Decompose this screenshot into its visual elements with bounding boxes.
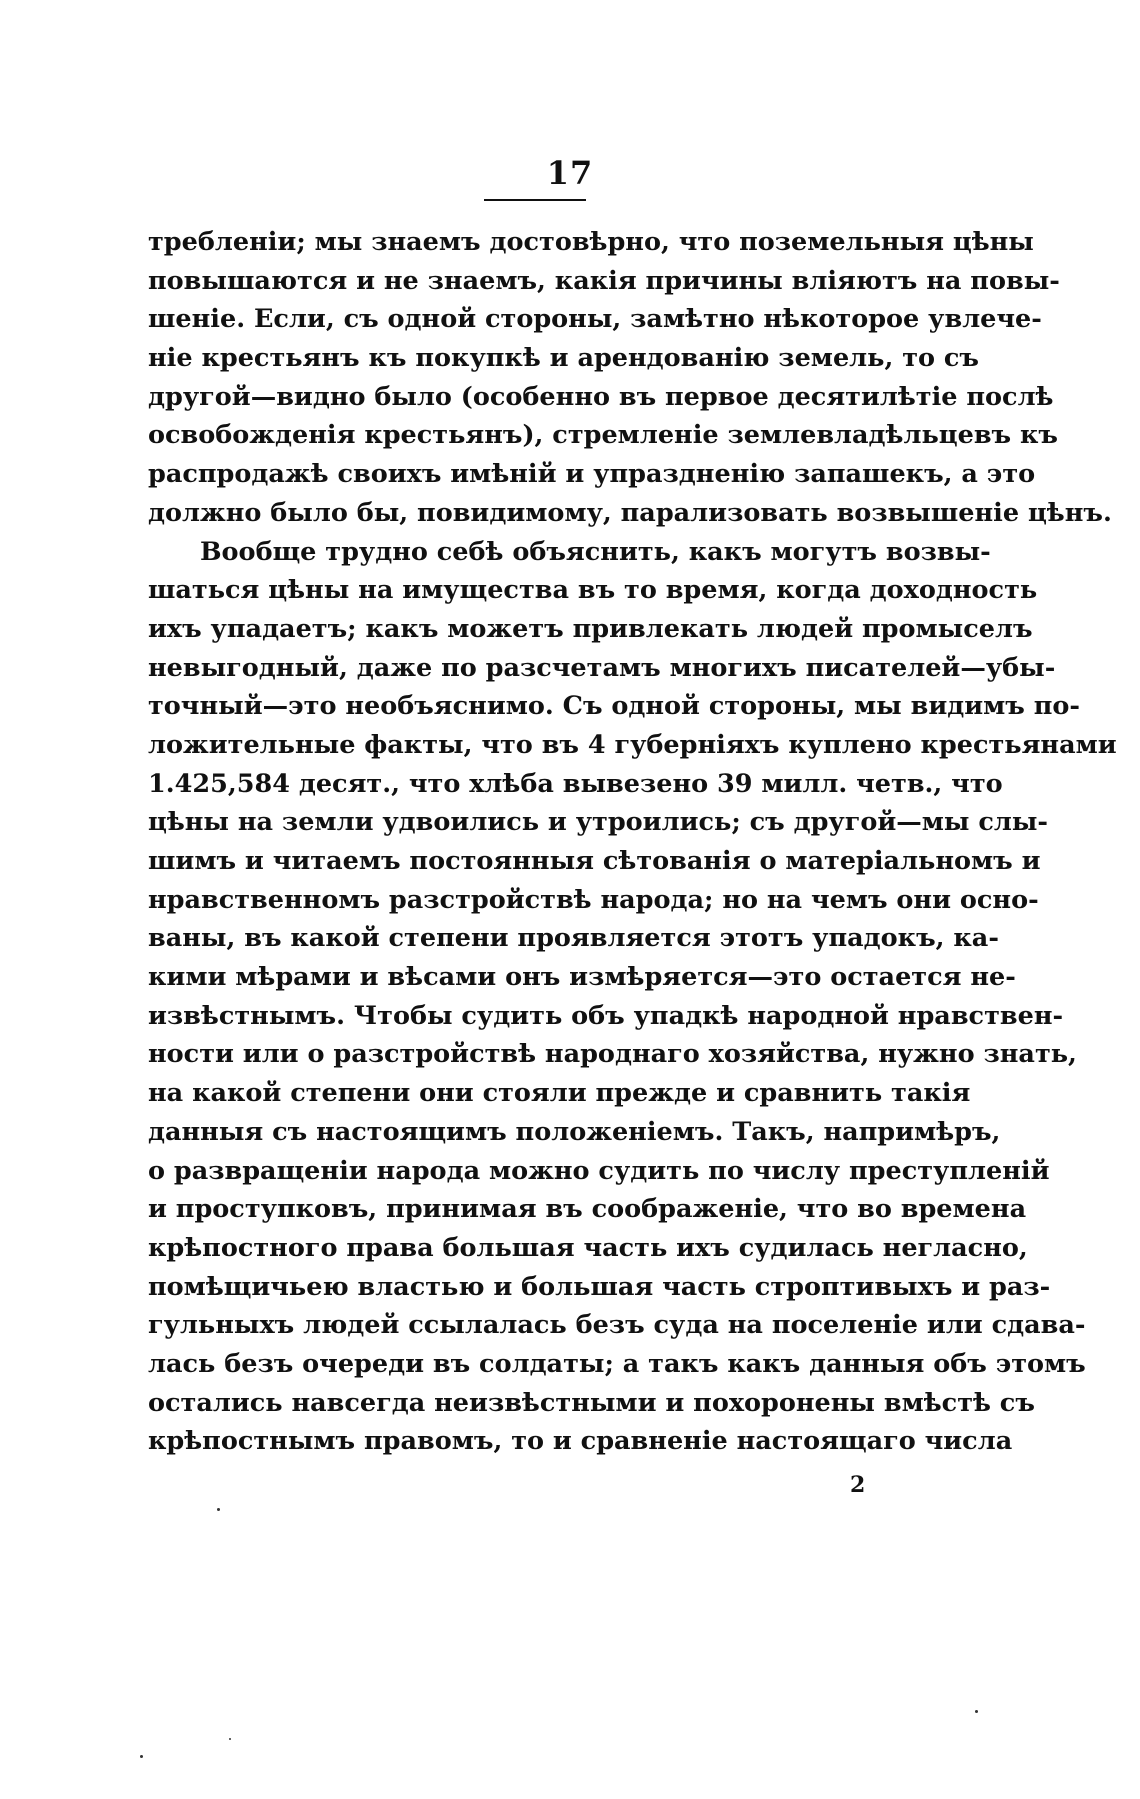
text-line: повышаются и не знаемъ, какія причины вліяютъ на повы- <box>148 265 1060 296</box>
text-line: шимъ и читаемъ постоянныя сѣтованія о матеріальномъ и <box>148 846 1041 876</box>
text-column <box>148 223 1117 1461</box>
text-line: ваны, въ какой степени проявляется этотъ упадокъ, ка- <box>148 923 999 954</box>
text-line: шаться цѣны на имущества въ то время, когда доходность <box>148 575 1038 606</box>
text-line: крѣпостного права большая часть ихъ судилась негласно, <box>148 1232 1028 1263</box>
text-line: другой—видно было (особенно въ первое десятилѣтіе послѣ <box>148 381 1054 412</box>
text-line: распродажѣ своихъ имѣній и упраздненію запашекъ, а это <box>148 459 1036 490</box>
page-number: 17 <box>546 154 594 192</box>
paragraph-1 <box>148 223 1112 533</box>
text-line: точный—это необъяснимо. Съ одной стороны, мы видимъ по- <box>148 691 1080 722</box>
text-line: о развращеніи народа можно судить по числу преступленій <box>148 1155 1050 1186</box>
text-line: и проступковъ, принимая въ соображеніе, что во времена <box>148 1194 1027 1225</box>
text-line: невыгодный, даже по разсчетамъ многихъ писателей—убы- <box>148 652 1056 683</box>
text-line: шеніе. Если, съ одной стороны, замѣтно нѣкоторое увлече- <box>148 304 1042 335</box>
signature-mark: 2 <box>850 1472 866 1498</box>
text-line: ложительные факты, что въ 4 губерніяхъ куплено крестьянами <box>148 729 1117 760</box>
text-line: нравственномъ разстройствѣ народа; но на чемъ они осно- <box>148 884 1039 915</box>
text-line: помѣщичьею властью и большая часть строптивыхъ и раз- <box>148 1271 1051 1302</box>
text-line: гульныхъ людей ссылалась безъ суда на поселеніе или сдава- <box>148 1310 1086 1341</box>
text-line: цѣны на земли удвоились и утроились; съ другой—мы слы- <box>148 807 1049 838</box>
text-line: требленіи; мы знаемъ достовѣрно, что поземельныя цѣны <box>148 227 1034 257</box>
text-line: лась безъ очереди въ солдаты; а такъ какъ данныя объ этомъ <box>148 1348 1086 1379</box>
text-line: освобожденія крестьянъ), стремленіе землевладѣльцевъ къ <box>148 420 1058 451</box>
text-line: данныя съ настоящимъ положеніемъ. Такъ, напримѣръ, <box>148 1116 1001 1147</box>
text-line: кими мѣрами и вѣсами онъ измѣряется—это остается не- <box>148 962 1016 993</box>
text-line: должно было бы, повидимому, парализовать возвышеніе цѣнъ. <box>148 497 1112 528</box>
text-line: извѣстнымъ. Чтобы судить объ упадкѣ народной нравствен- <box>148 1000 1064 1031</box>
text-line: остались навсегда неизвѣстными и похоронены вмѣстѣ съ <box>148 1387 1035 1418</box>
paper-speck <box>975 1710 978 1713</box>
text-line: ихъ упадаетъ; какъ можетъ привлекать людей промыселъ <box>148 613 1033 644</box>
paper-speck <box>229 1738 231 1740</box>
text-line: на какой степени они стояли прежде и сравнить такія <box>148 1078 971 1109</box>
text-line: 1.425,584 десят., что хлѣба вывезено 39 милл. четв., что <box>148 768 1003 799</box>
paper-speck <box>217 1508 220 1511</box>
paper-speck <box>140 1755 143 1758</box>
header-rule <box>484 199 586 201</box>
text-line: Вообще трудно себѣ объяснить, какъ могутъ возвы- <box>200 536 991 567</box>
text-line: ности или о разстройствѣ народнаго хозяйства, нужно знать, <box>148 1039 1077 1070</box>
text-line: крѣпостнымъ правомъ, то и сравненіе настоящаго числа <box>148 1426 1013 1457</box>
paragraph-2 <box>148 533 1117 1462</box>
text-line: ніе крестьянъ къ покупкѣ и арендованію земель, то съ <box>148 343 979 374</box>
